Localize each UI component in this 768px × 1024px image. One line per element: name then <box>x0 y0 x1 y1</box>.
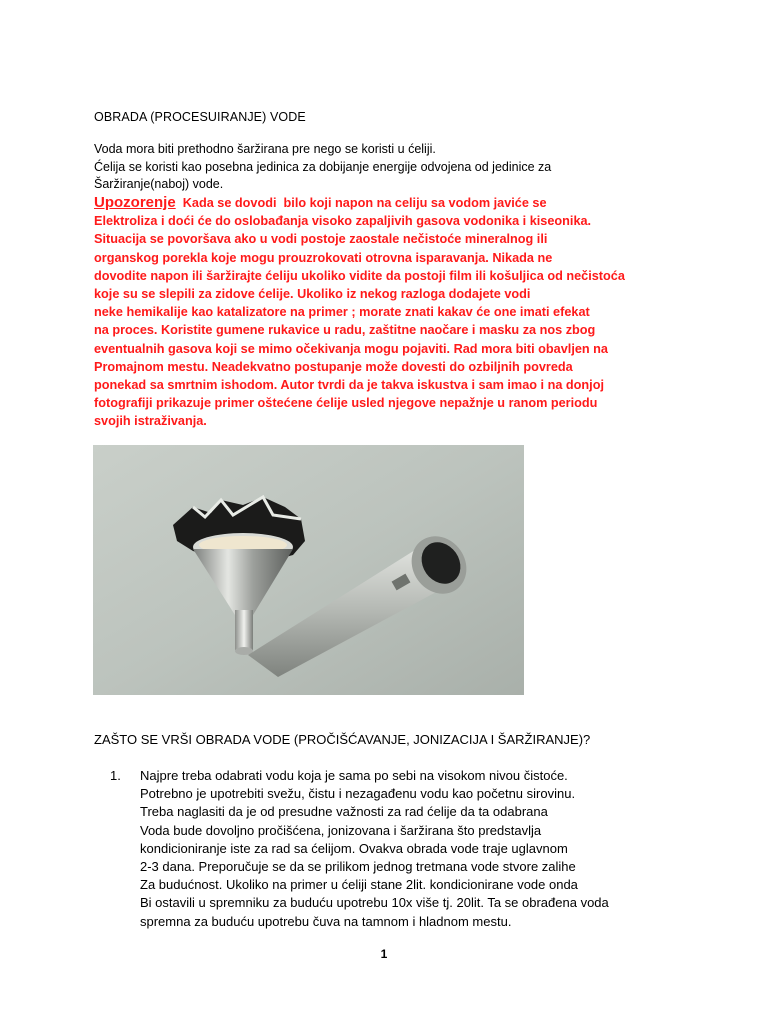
warning-line: fotografiji prikazuje primer oštećene ćelije usled njegove nepažnje u ranom periodu <box>94 396 598 411</box>
list-item-text <box>140 767 680 931</box>
warning-line: na proces. Koristite gumene rukavice u radu, zaštitne naočare i masku za nos zbog <box>94 323 596 338</box>
list-line: kondicioniranje iste za rad sa ćelijom. Ovakva obrada vode traje uglavnom <box>140 840 568 856</box>
warning-line: eventualnih gasova koji se mimo očekivanja mogu pojaviti. Rad mora biti obavljen na <box>94 341 608 356</box>
intro-line: Ćelija se koristi kao posebna jedinica za dobijanje energije odvojena od jedinice za <box>94 159 552 174</box>
warning-line: organskog porekla koje mogu prouzrokovati otrovna isparavanja. Nikada ne <box>94 250 553 265</box>
warning-label: Upozorenje <box>94 194 176 211</box>
document-title: OBRADA (PROCESUIRANJE) VODE <box>94 110 306 124</box>
page-number: 1 <box>380 947 388 961</box>
list-number: 1. <box>110 768 121 783</box>
list-line: Voda bude dovoljno pročišćena, jonizovana i šaržirana što predstavlja <box>140 822 542 838</box>
warning-line: neke hemikalije kao katalizatore na primer ; morate znati kakav će one imati efekat <box>94 305 590 320</box>
list-line: Treba naglasiti da je od presudne važnosti za rad ćelije da ta odabrana <box>140 804 548 820</box>
intro-line: Šaržiranje(naboj) vode. <box>94 177 224 191</box>
warning-line: ponekad sa smrtnim ishodom. Autor tvrdi da je takva iskustva i sam imao i na donjoj <box>94 378 604 393</box>
warning-line: dovodite napon ili šaržirajte ćeliju ukoliko vidite da postoji film ili košuljica od nečistoća <box>94 268 625 283</box>
list-line: 2-3 dana. Preporučuje se da se prilikom jednog tretmana vode stvore zalihe <box>140 859 576 875</box>
list-line: Bi ostavili u spremniku za buduću upotrebu 10x više tj. 20lit. Ta se obrađena voda <box>140 895 609 911</box>
warning-line: Situacija se povoršava ako u vodi postoje zaostale nečistoće mineralnog ili <box>94 232 548 247</box>
list-line: Najpre treba odabrati vodu koja je sama po sebi na visokom nivou čistoće. <box>140 768 568 783</box>
warning-paragraph <box>94 194 674 431</box>
warning-line: svojih istraživanja. <box>94 414 207 429</box>
list-line: Potrebno je upotrebiti svežu, čistu i nezagađenu vodu kao početnu sirovinu. <box>140 786 576 802</box>
warning-first-line <box>94 194 674 212</box>
warning-line: Kada se dovodi bilo koji napon na celiju sa vodom javiće se <box>175 196 547 210</box>
list-line: spremna za buduću upotrebu čuva na tamnom i hladnom mestu. <box>140 913 512 929</box>
damaged-cell-photo <box>93 445 524 695</box>
warning-line: Promajnom mestu. Neadekvatno postupanje može dovesti do ozbiljnih povreda <box>94 359 573 374</box>
section-heading: ZAŠTO SE VRŠI OBRADA VODE (PROČIŠĆAVANJE, JONIZACIJA I ŠARŽIRANJE)? <box>94 732 591 747</box>
warning-line: Elektroliza i doći će do oslobađanja visoko zapaljivih gasova vodonika i kiseonika. <box>94 214 592 229</box>
list-line: Za budućnost. Ukoliko na primer u ćeliji stane 2lit. kondicionirane vode onda <box>140 877 578 893</box>
warning-line: koje su se slepili za zidove ćelije. Ukoliko iz nekog razloga dodajete vodi <box>94 287 531 302</box>
intro-line: Voda mora biti prethodno šaržirana pre nego se koristi u ćeliji. <box>94 142 436 156</box>
intro-paragraph <box>94 141 654 194</box>
